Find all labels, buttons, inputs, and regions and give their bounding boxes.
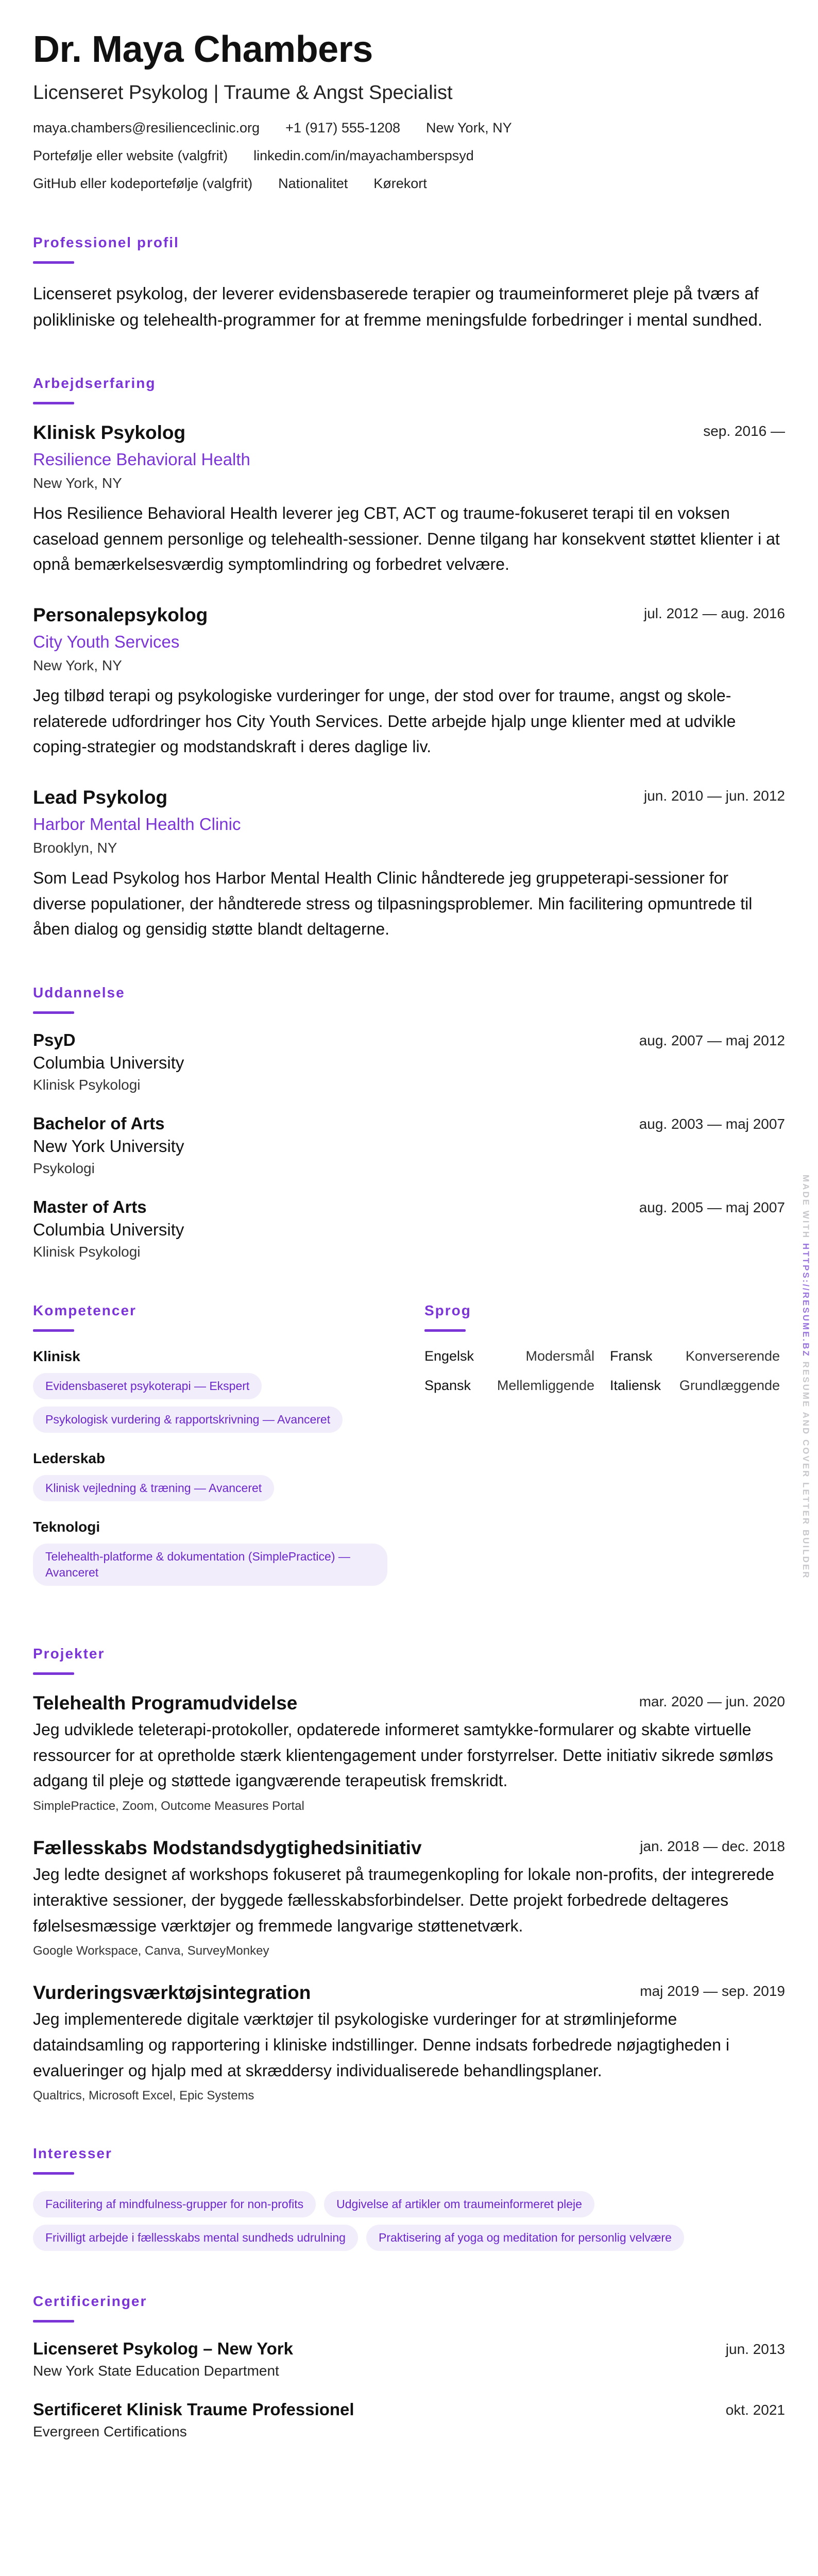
- skill-group-name: Teknologi: [33, 1518, 100, 1535]
- certification-entry: [33, 2339, 785, 2379]
- section-underline: [33, 2320, 74, 2323]
- education-section: [33, 985, 785, 1260]
- section-underline: [33, 2172, 74, 2175]
- project-keywords: Qualtrics, Microsoft Excel, Epic Systems: [33, 2089, 254, 2103]
- interest-chip: Praktisering af yoga og meditation for personlig velvære: [366, 2225, 684, 2251]
- skill-chip: Telehealth-platforme & dokumentation (SimplePractice) — Avanceret: [33, 1544, 387, 1586]
- education-entry: [33, 1114, 785, 1177]
- project-entry: [33, 1981, 785, 2103]
- study-area: Klinisk Psykologi: [33, 1076, 141, 1093]
- education-date: aug. 2005 — maj 2007: [639, 1199, 785, 1215]
- skill-chips: [33, 1544, 394, 1586]
- project-date: jan. 2018 — dec. 2018: [640, 1838, 785, 1855]
- resume-page: [33, 31, 785, 2440]
- language-name: Engelsk: [424, 1348, 474, 1364]
- summary-text: Licenseret psykolog, der leverer evidensbaserede terapier og traumeinformeret pleje på tværs af polikliniske og telehealth-programmer for at fremme meningsfulde forbedringer i mental sundhed.: [33, 283, 763, 329]
- language-name: Spansk: [424, 1377, 471, 1393]
- experience-entry: [33, 421, 785, 578]
- job-location: New York, NY: [33, 657, 122, 674]
- linkedin-link[interactable]: linkedin.com/in/mayachamberspsyd: [253, 147, 474, 163]
- skills-section: [33, 1302, 394, 1603]
- job-title: Klinisk Psykolog: [33, 422, 186, 444]
- certifications-section: [33, 2293, 785, 2440]
- skill-group-name: Lederskab: [33, 1450, 106, 1466]
- contact-row-3: [33, 175, 785, 192]
- skill-chip: Psykologisk vurdering & rapportskrivning — Avanceret: [33, 1406, 343, 1433]
- languages-section: [424, 1302, 785, 1603]
- project-entry: [33, 1836, 785, 1958]
- institution: Columbia University: [33, 1219, 184, 1239]
- company-name: Resilience Behavioral Health: [33, 450, 250, 469]
- language-item: [610, 1378, 780, 1394]
- projects-section: [33, 1646, 785, 2103]
- language-level: Konverserende: [685, 1348, 780, 1364]
- project-description: Jeg implementerede digitale værktøjer til psykologiske vurderinger for at strømlinjeforme dataindsamling og rapportering i kliniske indstillinger. Denne indsats forbedrede nøjagtigheden i evalueringer og hjalp med at skræddersy individualiserede behandlingsplaner.: [33, 2010, 729, 2080]
- degree: Master of Arts: [33, 1197, 147, 1216]
- section-title: Sprog: [424, 1302, 471, 1318]
- certification-issuer: Evergreen Certifications: [33, 2424, 187, 2440]
- website-link[interactable]: Portefølje eller website (valgfrit): [33, 147, 228, 163]
- skill-chip: Evidensbaseret psykoterapi — Ekspert: [33, 1373, 262, 1399]
- language-level: Modersmål: [525, 1348, 594, 1364]
- contact-row-2: [33, 147, 785, 164]
- section-title: Uddannelse: [33, 984, 125, 1001]
- language-item: [610, 1348, 780, 1364]
- section-underline: [424, 1329, 466, 1332]
- skill-group: [33, 1519, 394, 1586]
- interests-section: [33, 2145, 785, 2251]
- job-date: sep. 2016 —: [703, 423, 785, 439]
- project-name: Telehealth Programudvidelse: [33, 1692, 298, 1714]
- education-entry: [33, 1030, 785, 1093]
- project-date: maj 2019 — sep. 2019: [640, 1983, 785, 1999]
- section-title: Certificeringer: [33, 2293, 147, 2310]
- section-title: Projekter: [33, 1646, 105, 1662]
- certification-name: Sertificeret Klinisk Traume Professionel: [33, 2400, 354, 2419]
- watermark-link[interactable]: HTTPS://RESUME.BZ: [801, 1243, 811, 1358]
- project-description: Jeg udviklede teleterapi-protokoller, opdaterede informeret samtykke-formularer og skabte virtuelle ressourcer for at opretholde stærk klientengagement under forstyrrelser. Dette initiativ sikrede sømløs adgang til pleje og støttede igangværende terapeutisk fremskridt.: [33, 1720, 774, 1790]
- interest-chips: [33, 2191, 785, 2251]
- interest-chip: Udgivelse af artikler om traumeinformeret pleje: [324, 2191, 594, 2217]
- section-underline: [33, 1672, 74, 1675]
- job-description: Som Lead Psykolog hos Harbor Mental Health Clinic håndterede jeg gruppeterapi-sessioner for diverse populationer, der håndterede stress og tilpasningsproblemer. Min facilitering opmuntrede til åben dialog og gensidig støtte blandt deltagerne.: [33, 869, 753, 939]
- section-title: Interesser: [33, 2145, 112, 2162]
- skills-languages-row: [33, 1302, 785, 1603]
- job-title: Lead Psykolog: [33, 786, 168, 808]
- certification-date: okt. 2021: [725, 2402, 785, 2418]
- language-grid: [424, 1348, 785, 1394]
- project-entry: [33, 1691, 785, 1814]
- language-name: Italiensk: [610, 1377, 661, 1393]
- education-date: aug. 2003 — maj 2007: [639, 1115, 785, 1132]
- skill-group: [33, 1450, 394, 1501]
- job-location: New York, NY: [33, 475, 122, 492]
- education-date: aug. 2007 — maj 2012: [639, 1032, 785, 1048]
- project-name: Fællesskabs Modstandsdygtighedsinitiativ: [33, 1837, 422, 1859]
- project-name: Vurderingsværktøjsintegration: [33, 1982, 311, 2004]
- nationality: Nationalitet: [278, 176, 348, 192]
- institution: Columbia University: [33, 1053, 184, 1072]
- section-underline: [33, 261, 74, 264]
- email-link[interactable]: maya.chambers@resilienceclinic.org: [33, 120, 260, 135]
- degree: PsyD: [33, 1030, 76, 1049]
- education-entry: [33, 1197, 785, 1260]
- drivers-license: Kørekort: [373, 176, 427, 192]
- job-location: Brooklyn, NY: [33, 840, 117, 856]
- experience-entry: [33, 603, 785, 760]
- job-description: Hos Resilience Behavioral Health leverer jeg CBT, ACT og traume-fokuseret terapi til en voksen caseload gennem personlige og telehealth-sessioner. Denne tilgang har konsekvent støttet klienter i at opnå bemærkelsesværdig symptomlindring og forbedret velvære.: [33, 504, 780, 574]
- language-level: Grundlæggende: [679, 1377, 780, 1393]
- job-description: Jeg tilbød terapi og psykologiske vurderinger for unge, der stod over for traume, angst og skole-relaterede udfordringer hos City Youth Services. Dette arbejde hjalp unge klienter med at udvikle coping-strategier og modstandskraft i deres daglige liv.: [33, 686, 736, 756]
- summary-section: [33, 234, 785, 333]
- section-underline: [33, 402, 74, 404]
- section-title: Professionel profil: [33, 234, 179, 250]
- phone-number[interactable]: +1 (917) 555-1208: [285, 120, 400, 135]
- project-date: mar. 2020 — jun. 2020: [639, 1693, 785, 1710]
- interest-chip: Facilitering af mindfulness-grupper for non-profits: [33, 2191, 316, 2217]
- skill-chip: Klinisk vejledning & træning — Avanceret: [33, 1475, 274, 1501]
- experience-entry: [33, 786, 785, 942]
- language-name: Fransk: [610, 1348, 653, 1364]
- certification-issuer: New York State Education Department: [33, 2363, 279, 2379]
- watermark-text: [800, 1175, 811, 1580]
- skill-chips: [33, 1475, 394, 1501]
- study-area: Psykologi: [33, 1160, 95, 1176]
- language-item: [424, 1348, 594, 1364]
- certification-entry: [33, 2400, 785, 2440]
- degree: Bachelor of Arts: [33, 1113, 165, 1133]
- section-underline: [33, 1011, 74, 1014]
- section-title: Kompetencer: [33, 1302, 137, 1318]
- watermark-prefix: MADE WITH: [801, 1175, 811, 1243]
- section-title: Arbejdserfaring: [33, 375, 156, 392]
- study-area: Klinisk Psykologi: [33, 1243, 141, 1260]
- skill-chips: [33, 1373, 394, 1433]
- certification-name: Licenseret Psykolog – New York: [33, 2339, 293, 2359]
- section-underline: [33, 1329, 74, 1332]
- company-name: Harbor Mental Health Clinic: [33, 815, 241, 834]
- experience-section: [33, 375, 785, 942]
- institution: New York University: [33, 1136, 184, 1156]
- skill-group-name: Klinisk: [33, 1348, 80, 1364]
- watermark-suffix: RESUME AND COVER LETTER BUILDER: [801, 1357, 811, 1580]
- company-name: City Youth Services: [33, 632, 180, 652]
- project-keywords: SimplePractice, Zoom, Outcome Measures Portal: [33, 1799, 304, 1814]
- job-title: Personalepsykolog: [33, 604, 208, 625]
- job-date: jun. 2010 — jun. 2012: [644, 787, 785, 804]
- location: New York, NY: [426, 120, 512, 135]
- project-description: Jeg ledte designet af workshops fokuseret på traumegenkopling for lokale non-profits, der integrerede interaktive sessioner, der byggede fællesskabsforbindelser. Dette projekt forbedrede deltageres følelsesmæssige værktøjer og fremmede langvarige støttenetværk.: [33, 1865, 775, 1935]
- language-item: [424, 1378, 594, 1394]
- language-level: Mellemliggende: [497, 1377, 594, 1393]
- contact-row-1: [33, 120, 785, 136]
- project-keywords: Google Workspace, Canva, SurveyMonkey: [33, 1944, 269, 1958]
- skill-group: [33, 1348, 394, 1433]
- headline: Licenseret Psykolog | Traume & Angst Specialist: [33, 82, 453, 104]
- job-date: jul. 2012 — aug. 2016: [644, 605, 785, 621]
- interest-chip: Frivilligt arbejde i fællesskabs mental sundheds udrulning: [33, 2225, 358, 2251]
- certification-date: jun. 2013: [725, 2341, 785, 2358]
- github-link[interactable]: GitHub eller kodeportefølje (valgfrit): [33, 176, 253, 192]
- candidate-name: Dr. Maya Chambers: [33, 29, 373, 70]
